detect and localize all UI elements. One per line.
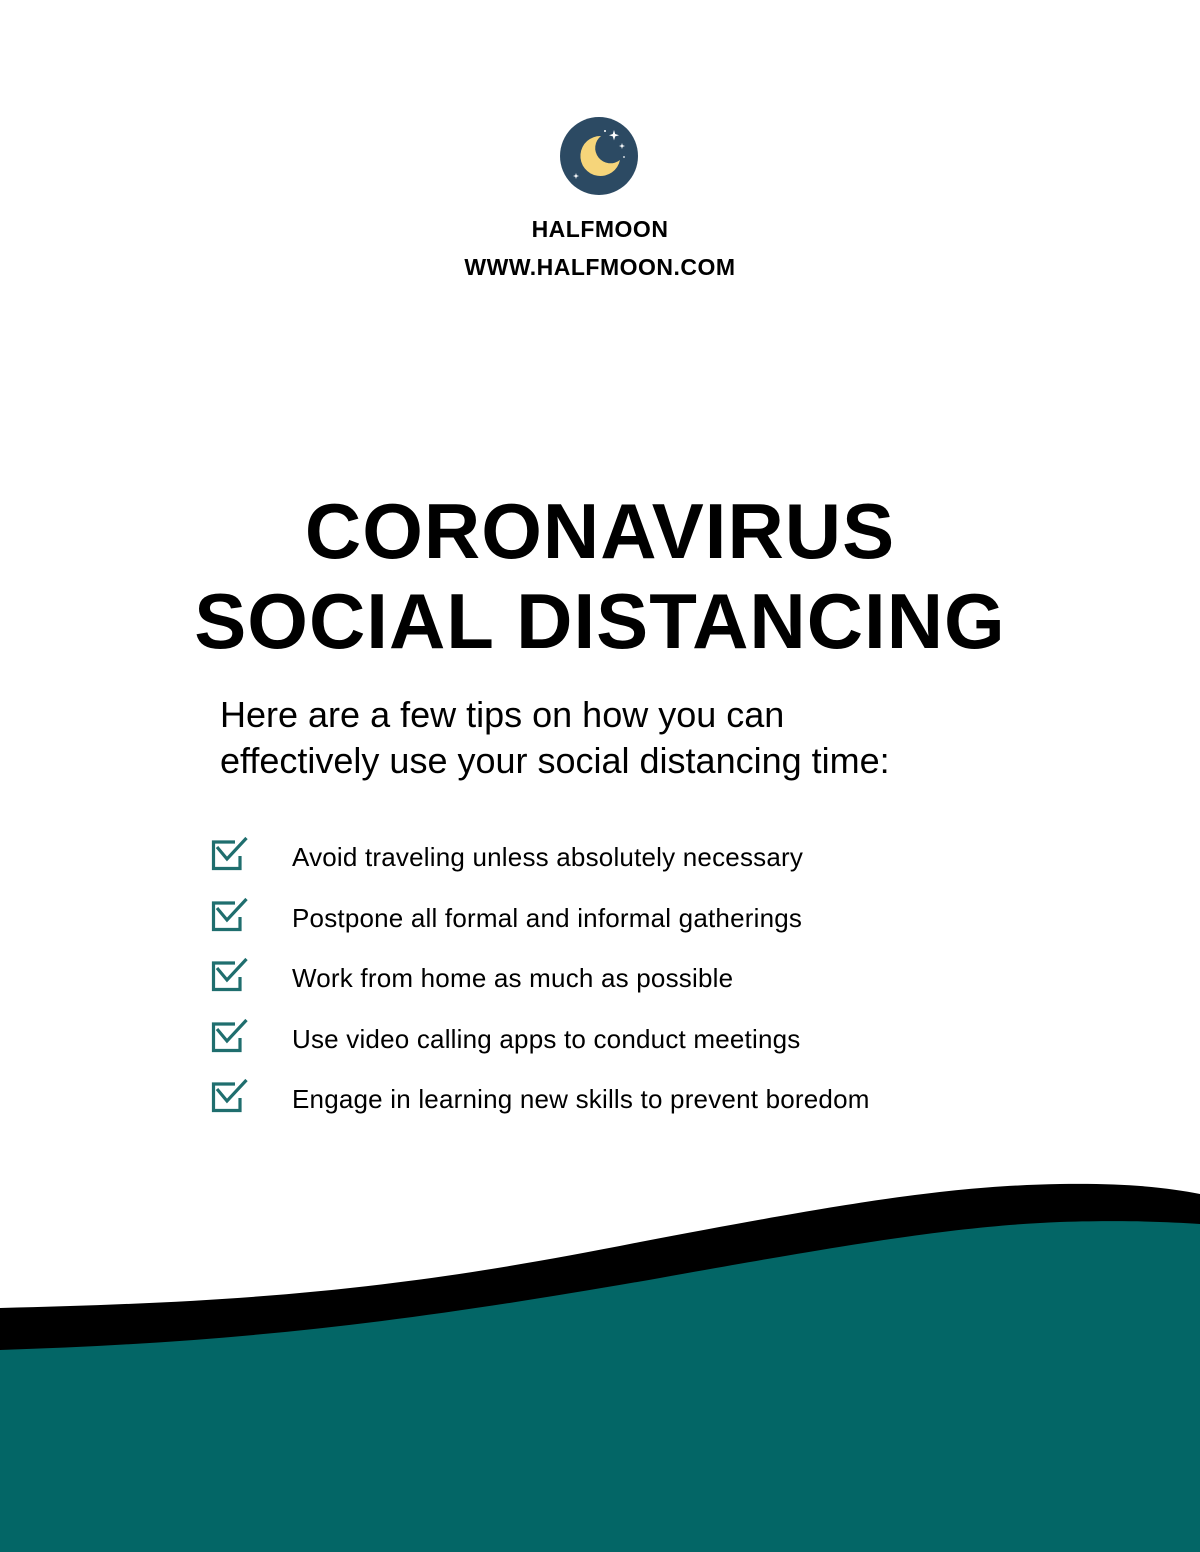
- checkbox-checked-icon: [210, 1018, 250, 1054]
- list-item: [210, 1018, 1110, 1079]
- tip-text: Work from home as much as possible: [292, 963, 734, 993]
- checkbox-checked-icon: [210, 897, 250, 933]
- brand-url[interactable]: WWW.HALFMOON.COM: [464, 254, 736, 280]
- decorative-wave: [0, 1180, 1200, 1552]
- tip-text: Postpone all formal and informal gatherings: [292, 902, 803, 933]
- page-title: [0, 486, 1200, 666]
- checkbox-checked-icon: [210, 957, 250, 993]
- list-item: [210, 836, 1110, 897]
- intro-line-2: effectively use your social distancing time:: [220, 740, 890, 781]
- list-item: [210, 957, 1110, 1018]
- checkbox-checked-icon: [210, 1078, 250, 1114]
- title-line-1: CORONAVIRUS: [304, 487, 896, 575]
- crescent-moon-icon: [560, 117, 638, 195]
- title-line-2: SOCIAL DISTANCING: [194, 577, 1006, 665]
- checkbox-checked-icon: [210, 836, 250, 872]
- list-item: [210, 1078, 1110, 1139]
- intro-text: [220, 692, 1120, 784]
- tip-text: Avoid traveling unless absolutely necessary: [292, 842, 804, 872]
- intro-line-1: Here are a few tips on how you can: [220, 694, 785, 735]
- brand-name: HALFMOON: [531, 216, 669, 242]
- tip-text: Use video calling apps to conduct meetings: [292, 1023, 801, 1054]
- tip-text: Engage in learning new skills to prevent boredom: [292, 1084, 870, 1114]
- list-item: [210, 897, 1110, 958]
- tips-list: [210, 836, 1110, 1139]
